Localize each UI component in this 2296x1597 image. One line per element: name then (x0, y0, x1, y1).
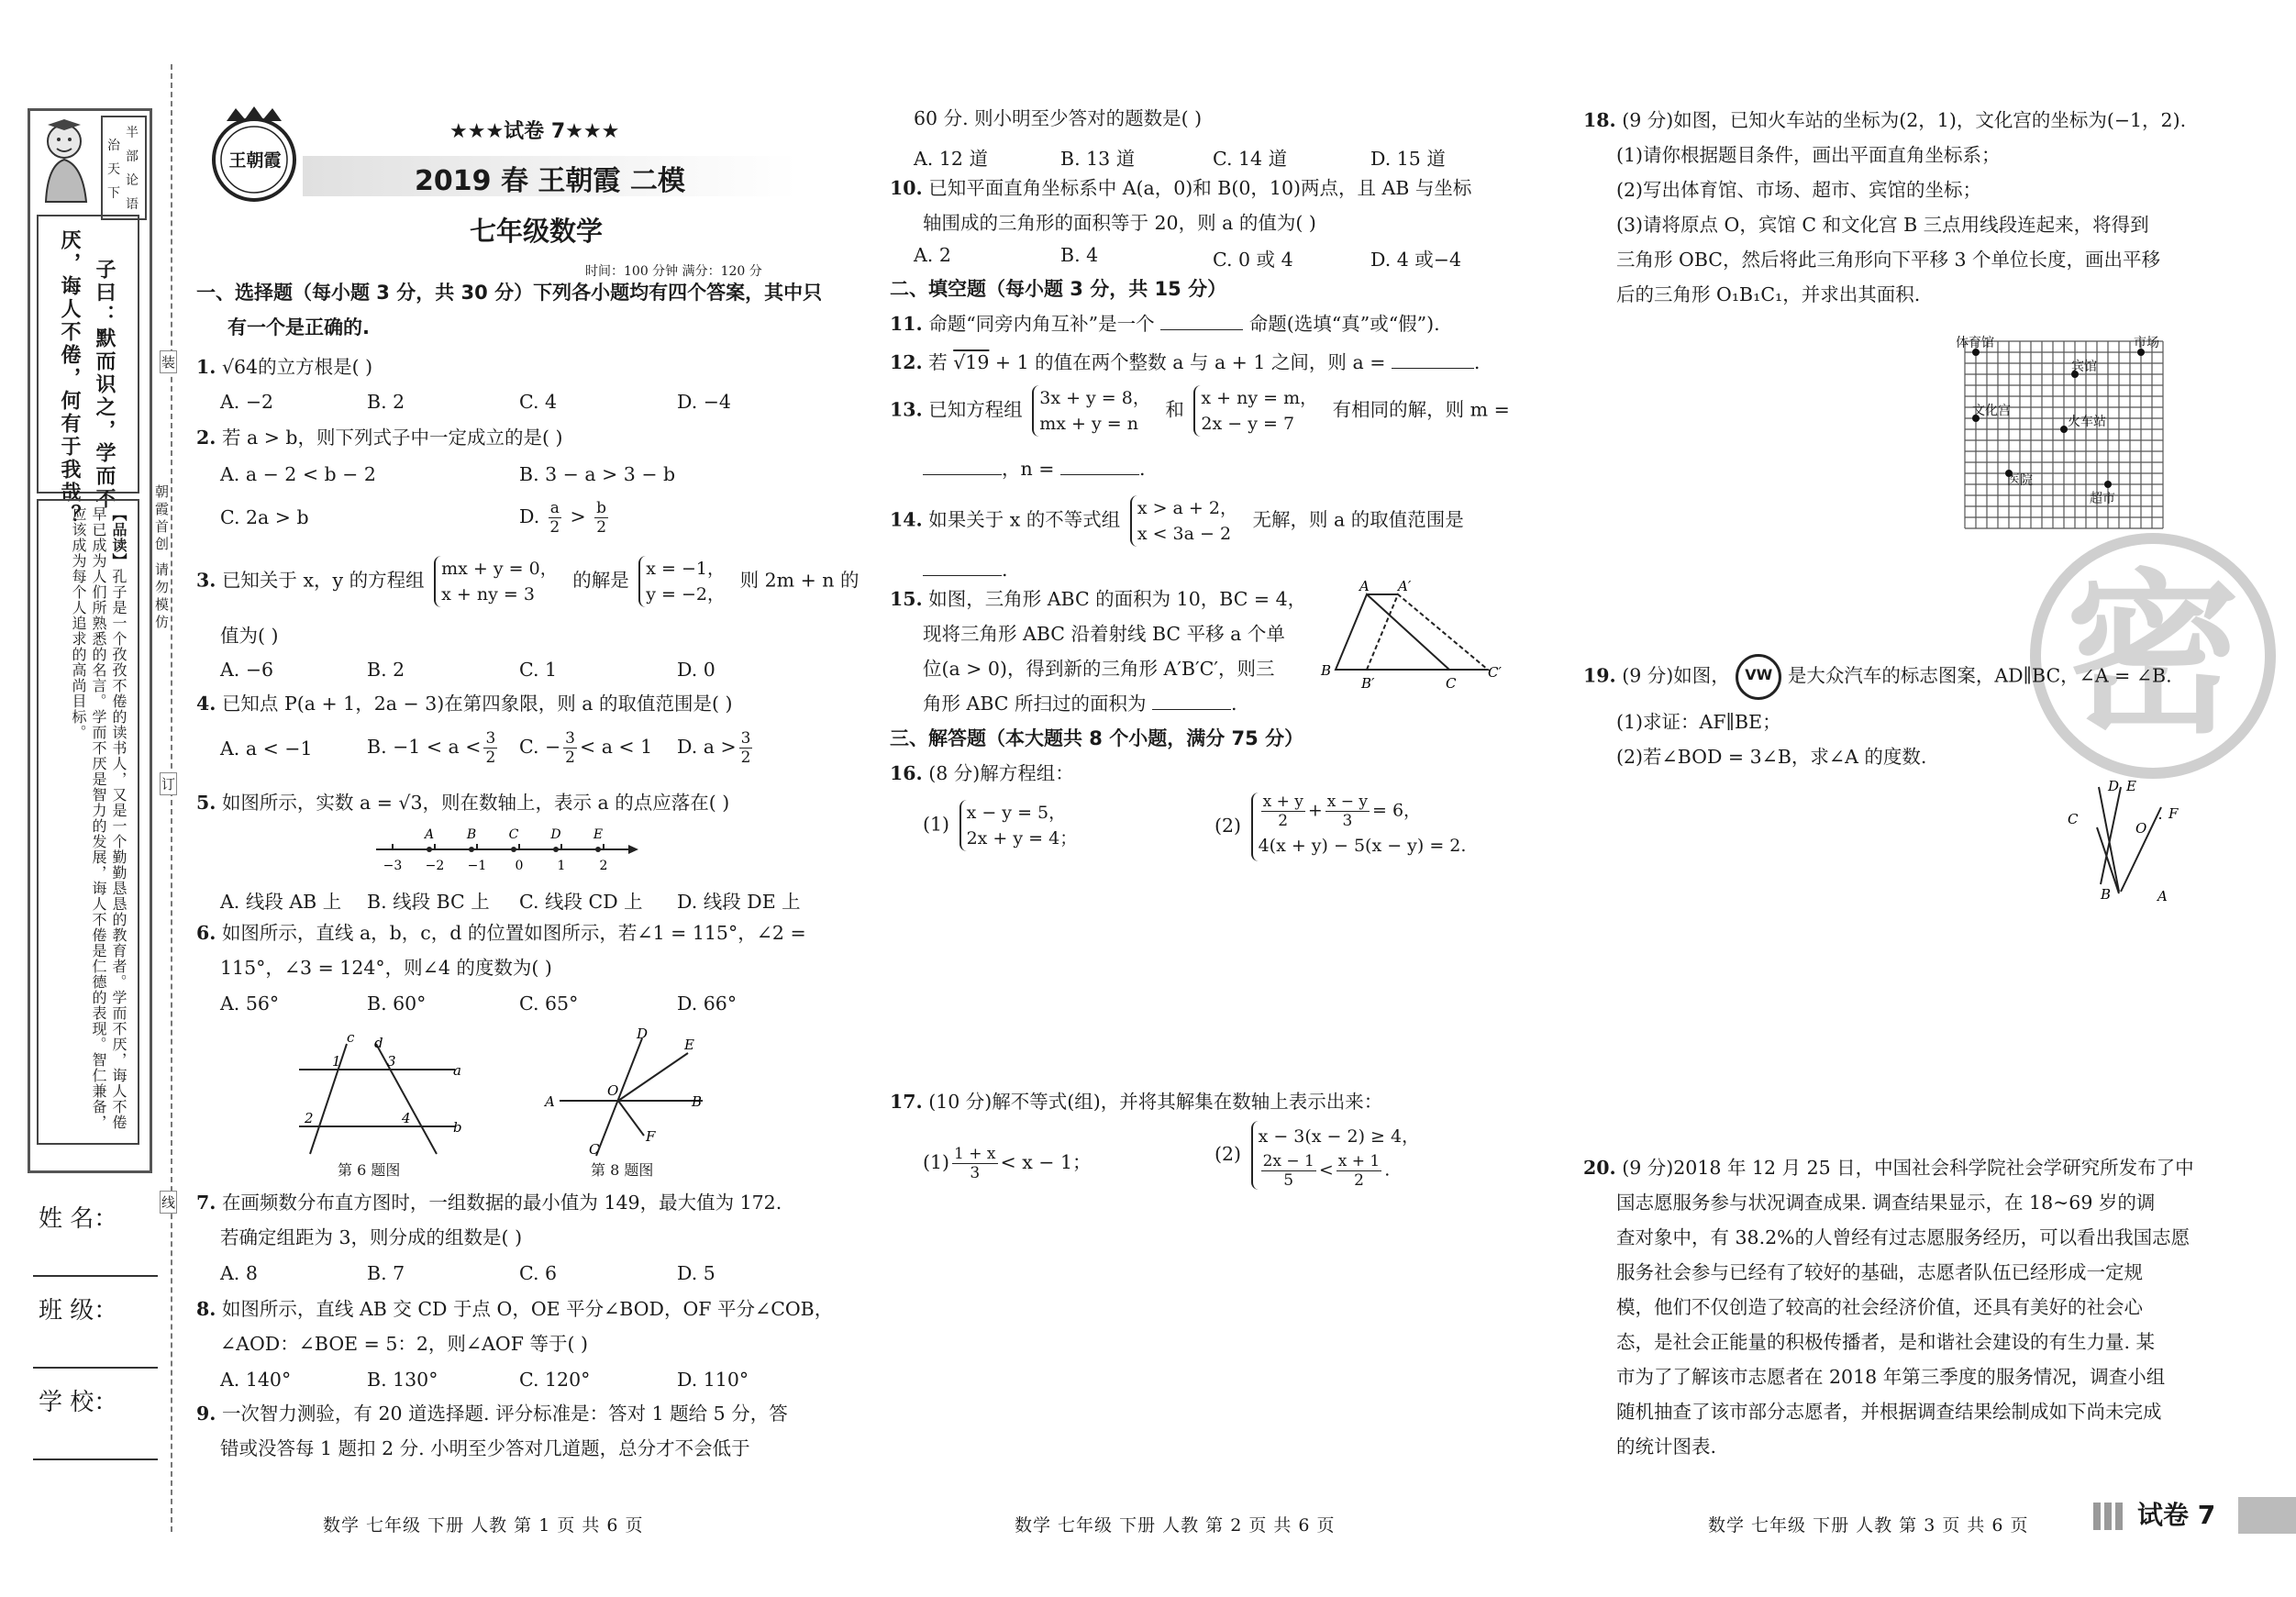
figure-15 (1317, 578, 1510, 693)
q19: 19. (9 分)如图， VW 是大众汽车的标志图案，AD∥BC，∠A = ∠B. (1583, 654, 2172, 700)
svg-text:c: c (347, 1029, 355, 1046)
q4-opt-d[interactable]: D. a > $\frac{3}{2}$ (677, 729, 751, 767)
q10-opt-b[interactable]: B. 4 (1060, 244, 1099, 266)
binding-line (171, 64, 172, 1532)
q9-opt-d[interactable]: D. 15 道 (1370, 148, 1446, 170)
q6-opt-c[interactable]: C. 65° (519, 993, 579, 1015)
svg-text:A′: A′ (1398, 578, 1412, 594)
q9: 9. 一次智力测验，有 20 道选择题. 评分标准是：答对 1 题给 5 分，答 (196, 1403, 788, 1425)
axis-tick-label: 2 (599, 859, 608, 873)
axis-point-label: E (593, 827, 604, 842)
q5-opt-a[interactable]: A. 线段 AB 上 (220, 891, 342, 913)
q16-part-2: (2) $\frac{x + y}{2}$ + $\frac{x - y}{3}$ = 6， 4(x + y) − 5(x − y) = 2. (1215, 793, 1475, 861)
q20-line-2: 国志愿服务参与状况调查成果. 调查结果显示，在 18~69 岁的调 (1616, 1192, 2156, 1214)
q3-opt-d[interactable]: D. 0 (677, 659, 715, 681)
subject-title: 七年级数学 (470, 216, 604, 247)
q20: 20. (9 分)2018 年 12 月 25 日，中国社会科学院社会学研究所发布了中 (1583, 1157, 2194, 1179)
q1-opt-b[interactable]: B. 2 (367, 391, 405, 413)
svg-text:B′: B′ (1361, 675, 1375, 692)
q18-line-5: 三角形 OBC，然后将此三角形向下平移 3 个单位长度，画出平移 (1616, 249, 2161, 271)
axis-point-label: C (508, 827, 519, 842)
svg-text:C: C (589, 1141, 600, 1158)
q17-part-1: (1) $\frac{1 + x}{3}$ < x − 1； (923, 1145, 1092, 1182)
q5-opt-b[interactable]: B. 线段 BC 上 (367, 891, 490, 913)
q2-opt-d[interactable]: D. $\frac{a}{2}$ > $\frac{b}{2}$ (519, 499, 607, 537)
figure-19 (2060, 772, 2189, 906)
svg-text:A: A (545, 1093, 555, 1110)
q8-opt-c[interactable]: C. 120° (519, 1369, 591, 1391)
q9-opt-c[interactable]: C. 14 道 (1213, 148, 1288, 170)
q13: 13. 已知方程组 3x + y = 8， mx + y = n 和 x + ny = m， 2x − y = 7 有相同的解，则 m = (890, 385, 1510, 437)
q14: 14. 如果关于 x 的不等式组 x > a + 2， x < 3a − 2 无解，则 a 的取值范围是 (890, 495, 1464, 547)
svg-text:E: E (684, 1037, 694, 1053)
q7-opt-c[interactable]: C. 6 (519, 1262, 558, 1284)
axis-tick-label: 1 (557, 859, 566, 873)
bind-mark: 装 (160, 350, 177, 373)
svg-text:A: A (2157, 888, 2168, 904)
q8-opt-b[interactable]: B. 130° (367, 1369, 438, 1391)
q4-opt-c[interactable]: C. − $\frac{3}{2}$ < a < 1 (519, 729, 653, 767)
q16-part-1: (1) x − y = 5， 2x + y = 4； (923, 800, 1086, 851)
svg-text:C: C (1446, 675, 1457, 692)
paper-number: ★★★试卷 7★★★ (449, 120, 620, 143)
place-label: 火车站 (2068, 415, 2106, 429)
school-field[interactable] (33, 1376, 158, 1460)
q1-opt-c[interactable]: C. 4 (519, 391, 558, 413)
q3-opt-b[interactable]: B. 2 (367, 659, 405, 681)
q6-opt-d[interactable]: D. 66° (677, 993, 738, 1015)
q13-line-2: ，n = . (923, 451, 1145, 486)
class-field[interactable] (33, 1284, 158, 1369)
q20-line-4: 服务社会参与已经有了较好的基础，志愿者队伍已经形成一定规 (1616, 1261, 2143, 1283)
sage-figure (35, 117, 99, 205)
q14-answer-blank[interactable] (923, 575, 1002, 576)
q4-opt-a[interactable]: A. a < −1 (220, 738, 313, 760)
class-label: 班 级： (39, 1297, 118, 1325)
svg-text:O: O (2135, 820, 2147, 837)
name-field[interactable] (33, 1192, 158, 1277)
svg-text:2: 2 (305, 1110, 314, 1126)
q10-opt-a[interactable]: A. 2 (914, 244, 951, 266)
svg-text:A: A (1359, 578, 1370, 594)
figure-8 (541, 1027, 715, 1165)
q10: 10. 已知平面直角坐标系中 A(a，0)和 B(0，10)两点，且 AB 与坐标 (890, 177, 1472, 199)
quote-box (37, 215, 139, 494)
school-label: 学 校： (39, 1389, 118, 1416)
q15-line-4: 角形 ABC 所扫过的面积为 . (923, 693, 1237, 715)
q2-opt-b[interactable]: B. 3 − a > 3 − b (519, 463, 676, 485)
quote-header: 半 部 论 语 治 天 下 (101, 116, 147, 220)
q3-opt-a[interactable]: A. −6 (220, 659, 274, 681)
q2-opt-c[interactable]: C. 2a > b (220, 506, 309, 528)
bind-mark: 订 (160, 772, 177, 795)
q15-answer-blank[interactable] (1152, 709, 1231, 710)
svg-text:C: C (2068, 811, 2079, 827)
q9-line-2: 错或没答每 1 题扣 2 分. 小明至少答对几道题，总分才不会低于 (220, 1437, 750, 1459)
section-1-title: 一、选择题（每小题 3 分，共 30 分）下列各小题均有四个答案，其中只 (196, 282, 823, 304)
q20-line-8: 随机抽查了该市部分志愿者，并根据调查结果绘制成如下尚未完成 (1616, 1401, 2162, 1423)
vw-logo-icon: VW (1736, 654, 1781, 700)
q8-line-2: ∠AOD：∠BOE = 5：2，则∠AOF 等于( ) (220, 1333, 588, 1355)
section-2-title: 二、填空题（每小题 3 分，共 15 分） (890, 278, 1227, 300)
corner-bar (2238, 1497, 2296, 1534)
pindu-label: 【品读】 (110, 506, 128, 569)
q1: 1. √64的立方根是( ) (196, 356, 373, 378)
q16: 16. (8 分)解方程组： (890, 762, 1074, 784)
q18: 18. (9 分)如图，已知火车站的坐标为(2，1)，文化宫的坐标为(−1，2). (1583, 109, 2187, 131)
section-1-title-2: 有一个是正确的. (227, 316, 370, 338)
q8-opt-a[interactable]: A. 140° (220, 1369, 292, 1391)
q5-opt-d[interactable]: D. 线段 DE 上 (677, 891, 801, 913)
q6-line-2: 115°，∠3 = 124°，则∠4 的度数为( ) (220, 957, 552, 979)
svg-text:D: D (637, 1027, 649, 1042)
svg-text:1: 1 (332, 1053, 341, 1070)
axis-point-label: A (424, 827, 435, 842)
q18-line-2: (1)请你根据题目条件，画出平面直角坐标系； (1616, 144, 2001, 166)
q1-opt-a[interactable]: A. −2 (220, 391, 274, 413)
axis-tick-label: −2 (425, 859, 445, 873)
q12: 12. 若 √19 + 1 的值在两个整数 a 与 a + 1 之间，则 a = . (890, 351, 1481, 373)
place-label: 超市 (2090, 492, 2115, 506)
q7-opt-a[interactable]: A. 8 (220, 1262, 258, 1284)
svg-text:B: B (2101, 886, 2112, 903)
q17: 17. (10 分)解不等式(组)，并将其解集在数轴上表示出来： (890, 1091, 1383, 1113)
q9-opt-b[interactable]: B. 13 道 (1060, 148, 1136, 170)
q10-opt-d[interactable]: D. 4 或−4 (1370, 249, 1462, 271)
q5: 5. 如图所示，实数 a = √3，则在数轴上，表示 a 的点应落在( ) (196, 792, 730, 814)
q8-opt-d[interactable]: D. 110° (677, 1369, 749, 1391)
footer-page-1: 数学 七年级 下册 人教 第 1 页 共 6 页 (323, 1515, 644, 1536)
axis-point-label: D (550, 827, 561, 842)
footer-page-3: 数学 七年级 下册 人教 第 3 页 共 6 页 (1708, 1515, 2029, 1536)
q17-part-2: (2) x − 3(x − 2) ≥ 4， $\frac{2x - 1}{5}$ < $\frac{x + 1}{2}$ . (1215, 1121, 1428, 1190)
place-label: 体育馆 (1956, 336, 1994, 350)
figure-6-caption: 第 6 题图 (338, 1161, 401, 1179)
svg-text:F: F (646, 1128, 656, 1145)
q20-line-9: 的统计图表. (1616, 1436, 1717, 1458)
q2-opt-a[interactable]: A. a − 2 < b − 2 (220, 463, 376, 485)
q20-line-7: 市为了了解该市志愿者在 2018 年第三季度的服务情况，调查小组 (1616, 1366, 2166, 1388)
q4-opt-b[interactable]: B. −1 < a < $\frac{3}{2}$ (367, 729, 496, 767)
svg-text:E: E (2126, 778, 2136, 794)
axis-tick-label: −1 (467, 859, 487, 873)
place-label: 医院 (2007, 473, 2033, 488)
svg-text:密: 密 (2065, 554, 2241, 757)
q10-line-2: 轴围成的三角形的面积等于 20，则 a 的值为( ) (923, 212, 1316, 234)
q15-line-2: 现将三角形 ABC 沿着射线 BC 平移 a 个单 (923, 623, 1285, 645)
quote-line-2: 厌，诲人不倦，何有于我哉？ (58, 229, 81, 527)
corner-paper-label: 试卷 7 (2137, 1500, 2216, 1530)
q1-opt-d[interactable]: D. −4 (677, 391, 731, 413)
q7-line-2: 若确定组距为 3，则分成的组数是( ) (220, 1226, 523, 1248)
q4: 4. 已知点 P(a + 1，2a − 3)在第四象限，则 a 的取值范围是( ) (196, 693, 733, 715)
q7-opt-b[interactable]: B. 7 (367, 1262, 405, 1284)
q20-line-3: 查对象中，有 38.2%的人曾经有过志愿服务经历，可以看出我国志愿 (1616, 1226, 2191, 1248)
svg-text:b: b (453, 1119, 462, 1136)
q13-n-blank[interactable] (1060, 474, 1139, 475)
axis-tick-label: −3 (383, 859, 403, 873)
q18-line-3: (2)写出体育馆、市场、超市、宾馆的坐标； (1616, 179, 1982, 201)
q19-line-2: (1)求证：AF∥BE； (1616, 711, 1781, 733)
axis-tick-label: 0 (515, 859, 524, 873)
q7: 7. 在画频数分布直方图时，一组数据的最小值为 149，最大值为 172. (196, 1192, 782, 1214)
q10-opt-c[interactable]: C. 0 或 4 (1213, 249, 1293, 271)
figure-8-caption: 第 8 题图 (591, 1161, 654, 1179)
svg-text:d: d (374, 1035, 383, 1051)
axis-point-label: B (466, 827, 477, 842)
q3-line-2: 值为( ) (220, 625, 279, 647)
q9-line-3: 60 分. 则小明至少答对的题数是( ) (914, 107, 1203, 129)
pindu-text: 【品读】孔子是一个孜孜不倦的读书人，又是一个勤勤恳恳的教育者。学而不厌，诲人不倦早已成为人们所熟悉的名言。学而不厌是智力的发展，诲人不倦是仁德的表现。智仁兼备，应该成为每个人追求的高尚目标。 (70, 506, 128, 1130)
q18-grid-map (1954, 330, 2180, 538)
q18-line-6: 后的三角形 O₁B₁C₁，并求出其面积. (1616, 283, 1921, 305)
q7-opt-d[interactable]: D. 5 (677, 1262, 715, 1284)
q3-opt-c[interactable]: C. 1 (519, 659, 558, 681)
svg-text:O: O (607, 1082, 619, 1099)
q13-m-blank[interactable] (923, 474, 1002, 475)
logo: 王朝霞 (194, 103, 314, 204)
svg-text:B: B (1321, 662, 1332, 679)
svg-text:a: a (453, 1062, 461, 1079)
section-3-title: 三、解答题（本大题共 8 个小题，满分 75 分） (890, 727, 1304, 749)
q3: 3. 已知关于 x，y 的方程组 mx + y = 0， x + ny = 3 的解是 x = −1， y = −2， 则 2m + n 的 (196, 556, 860, 607)
corner-decoration (2093, 1503, 2126, 1530)
footer-page-2: 数学 七年级 下册 人教 第 2 页 共 6 页 (1015, 1515, 1336, 1536)
q9-opt-a[interactable]: A. 12 道 (914, 148, 988, 170)
q2: 2. 若 a > b，则下列式子中一定成立的是( ) (196, 427, 563, 449)
q6-opt-a[interactable]: A. 56° (220, 993, 280, 1015)
svg-text:4: 4 (402, 1110, 411, 1126)
svg-text:D: D (2108, 778, 2120, 794)
q6-opt-b[interactable]: B. 60° (367, 993, 427, 1015)
q14-line-2: . (923, 552, 1008, 587)
name-label: 姓 名： (39, 1205, 118, 1233)
q5-opt-c[interactable]: C. 线段 CD 上 (519, 891, 643, 913)
svg-text:F: F (2168, 805, 2179, 822)
q12-answer-blank[interactable] (1392, 368, 1474, 369)
q20-line-5: 模，他们不仅创造了较高的社会经济价值，还具有美好的社会心 (1616, 1296, 2143, 1318)
q18-line-4: (3)请将原点 O，宾馆 C 和文化宫 B 三点用线段连起来，将得到 (1616, 214, 2149, 236)
svg-text:3: 3 (387, 1053, 396, 1070)
q20-line-6: 态，是社会正能量的积极传播者，是和谐社会建设的有生力量. 某 (1616, 1331, 2156, 1353)
svg-text:C′: C′ (1488, 664, 1502, 681)
q6: 6. 如图所示，直线 a，b，c，d 的位置如图所示，若∠1 = 115°，∠2 = (196, 922, 806, 944)
q15: 15. 如图，三角形 ABC 的面积为 10，BC = 4， (890, 588, 1307, 610)
place-label: 市场 (2134, 336, 2159, 350)
bind-mark: 线 (160, 1191, 177, 1214)
q19-line-3: (2)若∠BOD = 3∠B，求∠A 的度数. (1616, 746, 1927, 768)
vertical-note: 朝霞首创 请勿模仿 (153, 484, 170, 632)
q15-line-3: 位(a > 0)，得到新的三角形 A′B′C′，则三 (923, 658, 1275, 680)
q5-number-line (367, 826, 642, 877)
q11-answer-blank[interactable] (1160, 329, 1243, 330)
page-title: 2019 春 王朝霞 二模 (415, 165, 685, 197)
figure-6 (290, 1026, 473, 1172)
q11: 11. 命题“同旁内角互补”是一个 命题(选填“真”或“假”). (890, 313, 1440, 335)
place-label: 文化宫 (1972, 404, 2011, 418)
quote-line-1: 子曰：默而识之，学而不 (93, 259, 116, 511)
exam-meta: 时间：100 分钟 满分：120 分 (585, 264, 762, 279)
svg-text:B: B (692, 1093, 703, 1110)
place-label: 宾馆 (2071, 360, 2097, 374)
q8: 8. 如图所示，直线 AB 交 CD 于点 O，OE 平分∠BOD，OF 平分∠COB， (196, 1298, 834, 1320)
